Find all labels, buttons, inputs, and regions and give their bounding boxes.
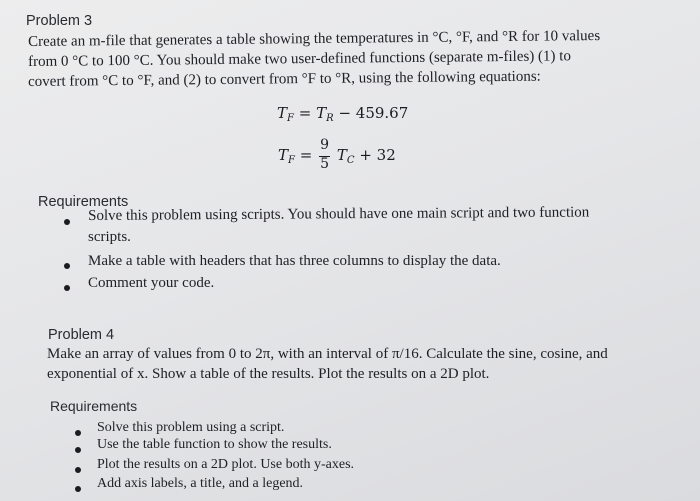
problem3-req-2: Make a table with headers that has three columns to display the data. (88, 253, 501, 269)
eq1-rest: − 459.67 (338, 104, 409, 122)
eq1-lhs: T (277, 104, 288, 122)
bullet-icon (64, 285, 70, 291)
bullet-icon (75, 467, 81, 473)
problem4-heading: Problem 4 (48, 327, 115, 343)
problem4-req-2: Use the table function to show the results. (97, 437, 332, 452)
eq2-equals: = (299, 146, 313, 164)
equation-f-from-c (278, 139, 396, 173)
problem3-heading: Problem 3 (26, 13, 93, 29)
problem3-line-1: Create an m-file that generates a table showing the temperatures in °C, °F, and °R for 10 values (28, 28, 601, 50)
bullet-icon (64, 219, 70, 225)
eq2-fraction (319, 139, 330, 173)
problem4-line-2: exponential of x. Show a table of the results. Plot the results on a 2D plot. (47, 366, 490, 382)
problem3-req-3: Comment your code. (88, 275, 215, 291)
eq1-equals: = (298, 104, 312, 122)
eq2-var: T (336, 146, 347, 164)
bullet-icon (75, 430, 81, 436)
problem3-line-3: covert from °C to °F, and (2) to convert from °F to °R, using the following equations: (28, 68, 541, 90)
bullet-icon (64, 263, 70, 269)
eq1-rhs: T (316, 104, 327, 122)
eq2-var-sub: C (346, 155, 355, 166)
eq2-denominator: 5 (320, 156, 330, 172)
problem4-req-1: Solve this problem using a script. (97, 420, 285, 435)
bullet-icon (75, 447, 81, 453)
eq2-lhs-sub: F (288, 155, 295, 166)
eq1-rhs-sub: R (326, 113, 334, 124)
problem4-req-3: Plot the results on a 2D plot. Use both y-axes. (97, 457, 355, 472)
problem4-line-1: Make an array of values from 0 to 2π, with an interval of π/16. Calculate the sine, cosine, and (47, 346, 608, 362)
eq2-lhs: T (278, 146, 289, 164)
eq1-lhs-sub: F (287, 113, 294, 124)
eq2-numerator: 9 (320, 137, 330, 153)
problem3-line-2: from 0 °C to 100 °C. You should make two user-defined functions (separate m-files) (1) to (28, 48, 572, 70)
equation-f-from-r (277, 104, 408, 124)
problem3-req-1: Solve this problem using scripts. You should have one main script and two function (88, 204, 590, 224)
problem4-req-4: Add axis labels, a title, and a legend. (97, 476, 304, 491)
problem4-requirements-heading: Requirements (50, 398, 138, 414)
eq2-rest: + 32 (359, 146, 396, 164)
problem3-req-1-cont: scripts. (88, 229, 131, 245)
bullet-icon (75, 486, 81, 492)
problem3-requirements-heading: Requirements (38, 194, 129, 210)
